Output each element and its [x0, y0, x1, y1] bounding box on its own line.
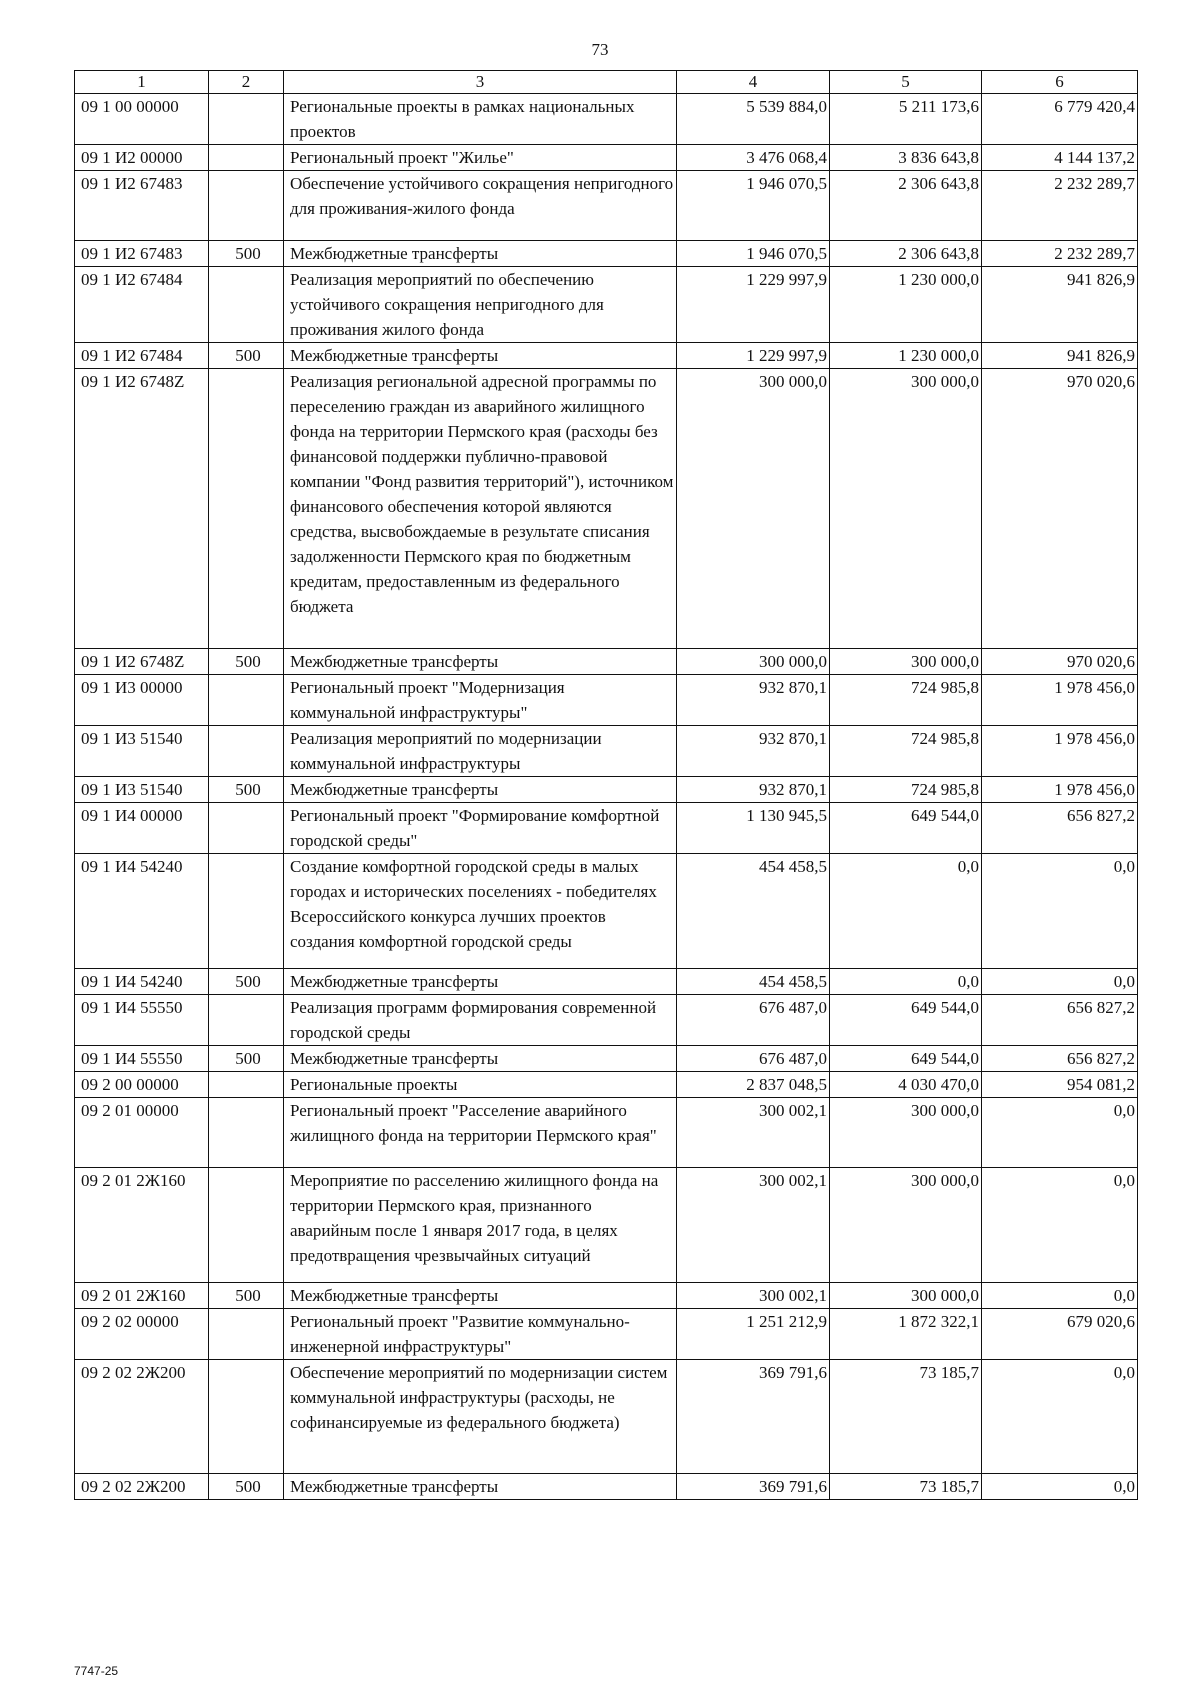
row-expense-type	[209, 803, 284, 854]
row-code: 09 1 И2 00000	[75, 145, 209, 171]
row-code: 09 1 И4 55550	[75, 1046, 209, 1072]
row-value-col6: 0,0	[982, 854, 1138, 969]
table-body	[75, 94, 1138, 1500]
row-value-col4: 454 458,5	[677, 969, 830, 995]
row-value-col4: 1 229 997,9	[677, 343, 830, 369]
row-value-col6: 1 978 456,0	[982, 726, 1138, 777]
row-code: 09 2 00 00000	[75, 1072, 209, 1098]
row-value-col6: 679 020,6	[982, 1309, 1138, 1360]
row-expense-type	[209, 854, 284, 969]
row-value-col5: 2 306 643,8	[830, 171, 982, 241]
row-value-col4: 5 539 884,0	[677, 94, 830, 145]
row-expense-type	[209, 369, 284, 649]
row-value-col4: 1 229 997,9	[677, 267, 830, 343]
row-value-col6: 0,0	[982, 1474, 1138, 1500]
row-value-col5: 1 230 000,0	[830, 343, 982, 369]
row-expense-type	[209, 726, 284, 777]
row-value-col4: 676 487,0	[677, 1046, 830, 1072]
row-value-col5: 649 544,0	[830, 803, 982, 854]
row-value-col5: 300 000,0	[830, 1283, 982, 1309]
row-value-col5: 649 544,0	[830, 1046, 982, 1072]
row-expense-type	[209, 675, 284, 726]
row-code: 09 2 01 2Ж160	[75, 1283, 209, 1309]
row-value-col6: 656 827,2	[982, 1046, 1138, 1072]
row-name: Межбюджетные трансферты	[284, 241, 677, 267]
row-value-col4: 300 000,0	[677, 369, 830, 649]
table-row	[75, 803, 1138, 854]
row-name: Реализация программ формирования современной городской среды	[284, 995, 677, 1046]
row-name: Реализация мероприятий по модернизации коммунальной инфраструктуры	[284, 726, 677, 777]
table-row	[75, 969, 1138, 995]
row-expense-type	[209, 1309, 284, 1360]
row-value-col5: 649 544,0	[830, 995, 982, 1046]
row-name: Региональный проект "Модернизация коммунальной инфраструктуры"	[284, 675, 677, 726]
row-expense-type	[209, 1360, 284, 1474]
row-code: 09 2 02 2Ж200	[75, 1360, 209, 1474]
row-name: Обеспечение мероприятий по модернизации систем коммунальной инфраструктуры (расходы, не софинансируемые из федерального бюджета)	[284, 1360, 677, 1474]
row-value-col4: 1 130 945,5	[677, 803, 830, 854]
row-code: 09 1 И4 54240	[75, 969, 209, 995]
row-name: Региональный проект "Развитие коммунально-инженерной инфраструктуры"	[284, 1309, 677, 1360]
row-value-col6: 1 978 456,0	[982, 675, 1138, 726]
row-code: 09 1 И3 51540	[75, 726, 209, 777]
table-row	[75, 241, 1138, 267]
row-expense-type	[209, 145, 284, 171]
row-code: 09 1 И2 67483	[75, 171, 209, 241]
header-col-4: 4	[677, 71, 830, 94]
row-value-col4: 300 002,1	[677, 1098, 830, 1168]
row-value-col6: 941 826,9	[982, 343, 1138, 369]
row-value-col4: 369 791,6	[677, 1360, 830, 1474]
row-code: 09 1 И3 51540	[75, 777, 209, 803]
row-code: 09 1 И3 00000	[75, 675, 209, 726]
table-row	[75, 343, 1138, 369]
row-value-col4: 369 791,6	[677, 1474, 830, 1500]
header-col-2: 2	[209, 71, 284, 94]
row-code: 09 1 И4 54240	[75, 854, 209, 969]
row-expense-type: 500	[209, 343, 284, 369]
row-expense-type: 500	[209, 1283, 284, 1309]
row-name: Межбюджетные трансферты	[284, 649, 677, 675]
table-row	[75, 995, 1138, 1046]
row-value-col5: 0,0	[830, 854, 982, 969]
row-name: Межбюджетные трансферты	[284, 777, 677, 803]
page-number: 73	[591, 40, 609, 59]
table-row	[75, 171, 1138, 241]
document-code: 7747-25	[74, 1664, 119, 1678]
row-expense-type: 500	[209, 777, 284, 803]
row-expense-type	[209, 1072, 284, 1098]
row-expense-type: 500	[209, 1046, 284, 1072]
row-value-col6: 2 232 289,7	[982, 241, 1138, 267]
row-value-col4: 1 251 212,9	[677, 1309, 830, 1360]
row-code: 09 2 02 00000	[75, 1309, 209, 1360]
row-code: 09 1 И2 6748Z	[75, 649, 209, 675]
row-name: Создание комфортной городской среды в малых городах и исторических поселениях - победителях Всероссийского конкурса лучших проектов создания комфортной городской среды	[284, 854, 677, 969]
row-value-col5: 300 000,0	[830, 369, 982, 649]
row-value-col6: 970 020,6	[982, 649, 1138, 675]
row-value-col4: 932 870,1	[677, 675, 830, 726]
row-value-col6: 954 081,2	[982, 1072, 1138, 1098]
row-name: Межбюджетные трансферты	[284, 1474, 677, 1500]
row-value-col5: 2 306 643,8	[830, 241, 982, 267]
row-value-col6: 0,0	[982, 969, 1138, 995]
row-value-col5: 300 000,0	[830, 649, 982, 675]
row-value-col6: 0,0	[982, 1098, 1138, 1168]
row-value-col5: 5 211 173,6	[830, 94, 982, 145]
row-value-col4: 932 870,1	[677, 777, 830, 803]
table-row	[75, 777, 1138, 803]
row-value-col6: 970 020,6	[982, 369, 1138, 649]
table-row	[75, 94, 1138, 145]
row-value-col5: 1 230 000,0	[830, 267, 982, 343]
row-value-col4: 300 000,0	[677, 649, 830, 675]
row-name: Обеспечение устойчивого сокращения непригодного для проживания-жилого фонда	[284, 171, 677, 241]
row-value-col5: 0,0	[830, 969, 982, 995]
row-value-col6: 0,0	[982, 1283, 1138, 1309]
row-name: Региональный проект "Формирование комфортной городской среды"	[284, 803, 677, 854]
row-name: Межбюджетные трансферты	[284, 1283, 677, 1309]
row-value-col5: 724 985,8	[830, 675, 982, 726]
row-expense-type	[209, 1168, 284, 1283]
row-expense-type	[209, 995, 284, 1046]
row-name: Межбюджетные трансферты	[284, 343, 677, 369]
header-col-6: 6	[982, 71, 1138, 94]
table-row	[75, 1360, 1138, 1474]
row-value-col6: 6 779 420,4	[982, 94, 1138, 145]
row-expense-type: 500	[209, 969, 284, 995]
row-name: Региональные проекты в рамках национальных проектов	[284, 94, 677, 145]
table-row	[75, 1168, 1138, 1283]
row-code: 09 2 01 2Ж160	[75, 1168, 209, 1283]
row-value-col4: 676 487,0	[677, 995, 830, 1046]
row-name: Региональные проекты	[284, 1072, 677, 1098]
row-value-col4: 300 002,1	[677, 1283, 830, 1309]
row-name: Межбюджетные трансферты	[284, 1046, 677, 1072]
row-code: 09 1 И2 67484	[75, 267, 209, 343]
row-value-col6: 1 978 456,0	[982, 777, 1138, 803]
row-expense-type	[209, 267, 284, 343]
row-code: 09 1 И2 67483	[75, 241, 209, 267]
table-row	[75, 1072, 1138, 1098]
row-value-col6: 2 232 289,7	[982, 171, 1138, 241]
row-name: Мероприятие по расселению жилищного фонда на территории Пермского края, признанного аварийным после 1 января 2017 года, в целях предотвращения чрезвычайных ситуаций	[284, 1168, 677, 1283]
row-code: 09 2 02 2Ж200	[75, 1474, 209, 1500]
table-row	[75, 145, 1138, 171]
row-expense-type	[209, 171, 284, 241]
header-col-5: 5	[830, 71, 982, 94]
row-value-col6: 941 826,9	[982, 267, 1138, 343]
row-value-col6: 656 827,2	[982, 995, 1138, 1046]
row-value-col6: 656 827,2	[982, 803, 1138, 854]
row-value-col4: 3 476 068,4	[677, 145, 830, 171]
table-row	[75, 649, 1138, 675]
row-code: 09 2 01 00000	[75, 1098, 209, 1168]
table-row	[75, 1309, 1138, 1360]
table-row	[75, 1474, 1138, 1500]
table-row	[75, 369, 1138, 649]
row-value-col6: 0,0	[982, 1360, 1138, 1474]
table-row	[75, 854, 1138, 969]
row-value-col4: 454 458,5	[677, 854, 830, 969]
row-value-col5: 1 872 322,1	[830, 1309, 982, 1360]
row-value-col5: 724 985,8	[830, 777, 982, 803]
row-value-col4: 1 946 070,5	[677, 241, 830, 267]
header-col-3: 3	[284, 71, 677, 94]
row-code: 09 1 И2 6748Z	[75, 369, 209, 649]
table-row	[75, 1046, 1138, 1072]
row-code: 09 1 И4 00000	[75, 803, 209, 854]
table-row	[75, 1098, 1138, 1168]
row-expense-type	[209, 94, 284, 145]
table-row	[75, 267, 1138, 343]
row-value-col6: 0,0	[982, 1168, 1138, 1283]
row-value-col6: 4 144 137,2	[982, 145, 1138, 171]
row-name: Межбюджетные трансферты	[284, 969, 677, 995]
row-name: Региональный проект "Расселение аварийного жилищного фонда на территории Пермского края"	[284, 1098, 677, 1168]
row-value-col5: 724 985,8	[830, 726, 982, 777]
row-value-col5: 4 030 470,0	[830, 1072, 982, 1098]
row-expense-type: 500	[209, 1474, 284, 1500]
row-code: 09 1 И2 67484	[75, 343, 209, 369]
header-col-1: 1	[75, 71, 209, 94]
row-expense-type: 500	[209, 241, 284, 267]
row-value-col5: 73 185,7	[830, 1360, 982, 1474]
row-value-col5: 3 836 643,8	[830, 145, 982, 171]
row-expense-type: 500	[209, 649, 284, 675]
row-name: Региональный проект "Жилье"	[284, 145, 677, 171]
table-row	[75, 726, 1138, 777]
budget-table	[74, 70, 1138, 1500]
row-name: Реализация мероприятий по обеспечению устойчивого сокращения непригодного для проживания жилого фонда	[284, 267, 677, 343]
row-value-col5: 300 000,0	[830, 1168, 982, 1283]
table-row	[75, 675, 1138, 726]
table-row	[75, 1283, 1138, 1309]
row-code: 09 1 И4 55550	[75, 995, 209, 1046]
row-value-col5: 73 185,7	[830, 1474, 982, 1500]
row-name: Реализация региональной адресной программы по переселению граждан из аварийного жилищного фонда на территории Пермского края (расходы без финансовой поддержки публично-правовой компании "Фонд развития территорий"), источником финансового обеспечения которой являются средства, высвобождаемые в результате списания задолженности Пермского края по бюджетным кредитам, предоставленным из федерального бюджета	[284, 369, 677, 649]
row-value-col4: 300 002,1	[677, 1168, 830, 1283]
row-expense-type	[209, 1098, 284, 1168]
row-value-col4: 932 870,1	[677, 726, 830, 777]
row-value-col5: 300 000,0	[830, 1098, 982, 1168]
row-value-col4: 1 946 070,5	[677, 171, 830, 241]
table-header-row	[75, 71, 1138, 94]
row-code: 09 1 00 00000	[75, 94, 209, 145]
row-value-col4: 2 837 048,5	[677, 1072, 830, 1098]
